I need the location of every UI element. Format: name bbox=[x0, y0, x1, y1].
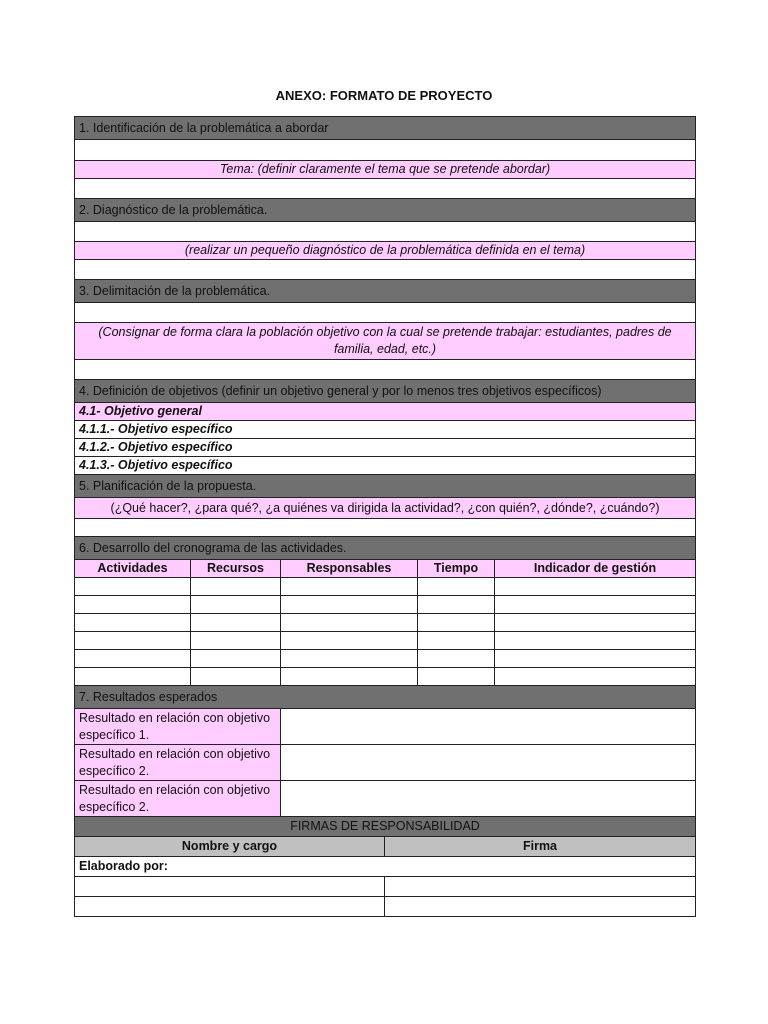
schedule-row bbox=[75, 650, 696, 668]
table-cell[interactable] bbox=[191, 578, 281, 596]
schedule-row bbox=[75, 632, 696, 650]
column-header-actividades: Actividades bbox=[75, 560, 191, 578]
elaborado-label: Elaborado por: bbox=[75, 857, 696, 877]
table-cell[interactable] bbox=[191, 632, 281, 650]
section-2-note: (realizar un pequeño diagnóstico de la problemática definida en el tema) bbox=[75, 242, 696, 260]
table-cell[interactable] bbox=[281, 596, 418, 614]
result-value-1[interactable] bbox=[281, 709, 696, 745]
table-cell[interactable] bbox=[75, 668, 191, 686]
table-cell[interactable] bbox=[418, 632, 495, 650]
table-cell[interactable] bbox=[191, 614, 281, 632]
table-cell[interactable] bbox=[495, 668, 696, 686]
section-5-header: 5. Planificación de la propuesta. bbox=[75, 475, 696, 498]
table-cell[interactable] bbox=[495, 596, 696, 614]
objective-specific-3: 4.1.3.- Objetivo específico bbox=[75, 457, 696, 475]
signatures-table bbox=[74, 816, 696, 917]
result-value-3[interactable] bbox=[281, 781, 696, 817]
table-cell[interactable] bbox=[191, 668, 281, 686]
table-cell[interactable] bbox=[281, 668, 418, 686]
signature-field[interactable] bbox=[385, 897, 696, 917]
signatures-header: FIRMAS DE RESPONSABILIDAD bbox=[75, 817, 696, 837]
result-label-1: Resultado en relación con objetivo específico 1. bbox=[75, 709, 281, 745]
section-7-header: 7. Resultados esperados bbox=[75, 686, 696, 709]
result-label-2: Resultado en relación con objetivo específico 2. bbox=[75, 745, 281, 781]
table-cell[interactable] bbox=[75, 632, 191, 650]
blank-row[interactable] bbox=[75, 360, 696, 380]
column-header-indicador: Indicador de gestión bbox=[495, 560, 696, 578]
objective-specific-1: 4.1.1.- Objetivo específico bbox=[75, 421, 696, 439]
table-cell[interactable] bbox=[495, 632, 696, 650]
table-cell[interactable] bbox=[418, 614, 495, 632]
objective-specific-2: 4.1.2.- Objetivo específico bbox=[75, 439, 696, 457]
section-5-note: (¿Qué hacer?, ¿para qué?, ¿a quiénes va dirigida la actividad?, ¿con quién?, ¿dónde?, ¿cuándo?) bbox=[75, 498, 696, 519]
column-header-recursos: Recursos bbox=[191, 560, 281, 578]
table-cell[interactable] bbox=[75, 650, 191, 668]
table-cell[interactable] bbox=[281, 632, 418, 650]
table-cell[interactable] bbox=[191, 650, 281, 668]
column-header-nombre-cargo: Nombre y cargo bbox=[75, 837, 385, 857]
table-cell[interactable] bbox=[495, 578, 696, 596]
table-cell[interactable] bbox=[281, 650, 418, 668]
schedule-row bbox=[75, 578, 696, 596]
table-cell[interactable] bbox=[495, 614, 696, 632]
blank-row[interactable] bbox=[75, 303, 696, 323]
table-cell[interactable] bbox=[281, 614, 418, 632]
signature-name-field[interactable] bbox=[75, 897, 385, 917]
blank-row[interactable] bbox=[75, 140, 696, 161]
schedule-row bbox=[75, 614, 696, 632]
blank-row[interactable] bbox=[75, 179, 696, 199]
table-cell[interactable] bbox=[75, 596, 191, 614]
column-header-responsables: Responsables bbox=[281, 560, 418, 578]
schedule-row bbox=[75, 668, 696, 686]
table-cell[interactable] bbox=[495, 650, 696, 668]
column-header-firma: Firma bbox=[385, 837, 696, 857]
table-cell[interactable] bbox=[418, 578, 495, 596]
section-3-header: 3. Delimitación de la problemática. bbox=[75, 280, 696, 303]
table-cell[interactable] bbox=[418, 668, 495, 686]
result-label-3: Resultado en relación con objetivo específico 2. bbox=[75, 781, 281, 817]
section-3-note: (Consignar de forma clara la población objetivo con la cual se pretende trabajar: estudiantes, padres de familia, edad, etc.) bbox=[75, 323, 696, 360]
form-table bbox=[74, 116, 696, 817]
result-value-2[interactable] bbox=[281, 745, 696, 781]
table-cell[interactable] bbox=[418, 596, 495, 614]
blank-row[interactable] bbox=[75, 519, 696, 537]
schedule-row bbox=[75, 596, 696, 614]
table-cell[interactable] bbox=[418, 650, 495, 668]
table-cell[interactable] bbox=[75, 614, 191, 632]
section-1-header: 1. Identificación de la problemática a abordar bbox=[75, 117, 696, 140]
table-cell[interactable] bbox=[191, 596, 281, 614]
section-4-header: 4. Definición de objetivos (definir un objetivo general y por lo menos tres objetivos específicos) bbox=[75, 380, 696, 403]
document-title: ANEXO: FORMATO DE PROYECTO bbox=[275, 88, 493, 103]
table-cell[interactable] bbox=[281, 578, 418, 596]
blank-row[interactable] bbox=[75, 260, 696, 280]
signature-field[interactable] bbox=[385, 877, 696, 897]
project-form bbox=[74, 116, 695, 917]
section-2-header: 2. Diagnóstico de la problemática. bbox=[75, 199, 696, 222]
column-header-tiempo: Tiempo bbox=[418, 560, 495, 578]
signature-name-field[interactable] bbox=[75, 877, 385, 897]
table-cell[interactable] bbox=[75, 578, 191, 596]
blank-row[interactable] bbox=[75, 222, 696, 242]
objective-general: 4.1- Objetivo general bbox=[75, 403, 696, 421]
section-6-header: 6. Desarrollo del cronograma de las actividades. bbox=[75, 537, 696, 560]
section-1-note: Tema: (definir claramente el tema que se pretende abordar) bbox=[75, 161, 696, 179]
